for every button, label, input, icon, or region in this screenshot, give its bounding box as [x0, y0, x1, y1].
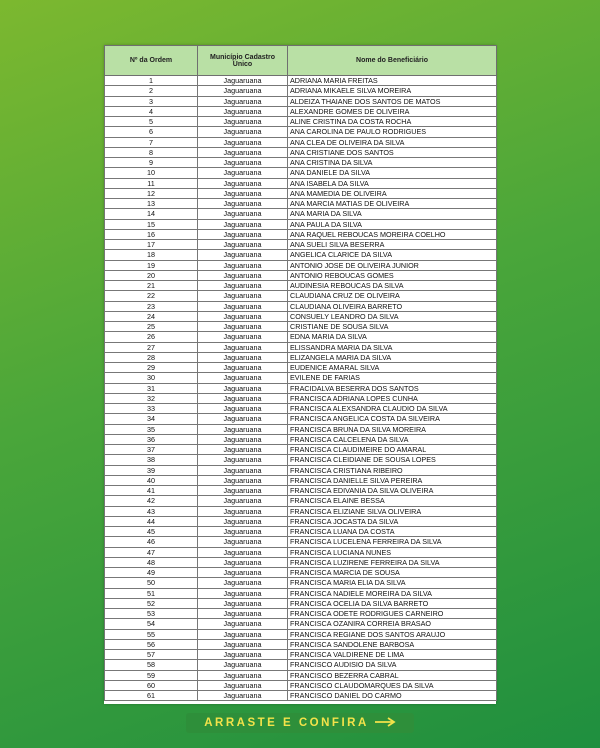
order-number-cell: 60 [105, 680, 198, 690]
order-number-cell: 49 [105, 568, 198, 578]
municipality-cell: Jaguaruana [198, 168, 288, 178]
order-number-cell: 59 [105, 670, 198, 680]
table-row [105, 188, 497, 198]
beneficiary-name-cell: FRANCISCA ELIZIANE SILVA OLIVEIRA [288, 506, 497, 516]
beneficiary-name-cell: FRANCISCA LUZIRENE FERREIRA DA SILVA [288, 557, 497, 567]
beneficiary-name-cell: FRANCISCA ELAINE BESSA [288, 496, 497, 506]
table-row [105, 342, 497, 352]
municipality-cell: Jaguaruana [198, 158, 288, 168]
table-row [105, 475, 497, 485]
municipality-cell: Jaguaruana [198, 373, 288, 383]
order-number-cell: 57 [105, 650, 198, 660]
order-number-cell: 36 [105, 434, 198, 444]
beneficiary-name-cell: FRANCISCA DANIELLE SILVA PEREIRA [288, 475, 497, 485]
beneficiary-name-cell: FRANCISCO CLAUDOMARQUES DA SILVA [288, 680, 497, 690]
header-beneficiary-name: Nome do Beneficiário [288, 46, 497, 76]
table-row [105, 76, 497, 86]
beneficiary-name-cell: ANA PAULA DA SILVA [288, 219, 497, 229]
municipality-cell: Jaguaruana [198, 670, 288, 680]
beneficiary-name-cell: FRANCISCA VALDIRENE DE LIMA [288, 650, 497, 660]
swipe-prompt-label: ARRASTE E CONFIRA [204, 717, 369, 729]
table-row [105, 168, 497, 178]
municipality-cell: Jaguaruana [198, 568, 288, 578]
municipality-cell: Jaguaruana [198, 270, 288, 280]
order-number-cell: 9 [105, 158, 198, 168]
municipality-cell: Jaguaruana [198, 537, 288, 547]
table-header-row [105, 46, 497, 76]
table-row [105, 250, 497, 260]
order-number-cell: 2 [105, 86, 198, 96]
municipality-cell: Jaguaruana [198, 383, 288, 393]
table-row [105, 352, 497, 362]
table-row [105, 311, 497, 321]
municipality-cell: Jaguaruana [198, 475, 288, 485]
beneficiary-name-cell: FRANCISCA MARCIA DE SOUSA [288, 568, 497, 578]
municipality-cell: Jaguaruana [198, 516, 288, 526]
table-row [105, 86, 497, 96]
table-row [105, 137, 497, 147]
table-row [105, 629, 497, 639]
table-row [105, 537, 497, 547]
order-number-cell: 17 [105, 240, 198, 250]
beneficiary-name-cell: FRANCISCO DANIEL DO CARMO [288, 691, 497, 701]
table-row [105, 332, 497, 342]
municipality-cell: Jaguaruana [198, 363, 288, 373]
municipality-cell: Jaguaruana [198, 281, 288, 291]
beneficiary-name-cell: FRANCISCA ODETE RODRIGUES CARNEIRO [288, 609, 497, 619]
table-row [105, 147, 497, 157]
municipality-cell: Jaguaruana [198, 250, 288, 260]
municipality-cell: Jaguaruana [198, 117, 288, 127]
municipality-cell: Jaguaruana [198, 465, 288, 475]
beneficiary-table [104, 45, 497, 701]
order-number-cell: 21 [105, 281, 198, 291]
beneficiary-name-cell: FRANCISCA ALEXSANDRA CLAUDIO DA SILVA [288, 404, 497, 414]
order-number-cell: 47 [105, 547, 198, 557]
order-number-cell: 26 [105, 332, 198, 342]
order-number-cell: 16 [105, 229, 198, 239]
beneficiary-name-cell: FRANCISCA MARIA ELIA DA SILVA [288, 578, 497, 588]
beneficiary-name-cell: FRANCISCA LUANA DA COSTA [288, 527, 497, 537]
arrow-right-icon [374, 714, 396, 732]
table-row [105, 393, 497, 403]
table-row [105, 291, 497, 301]
table-row [105, 527, 497, 537]
order-number-cell: 56 [105, 639, 198, 649]
order-number-cell: 39 [105, 465, 198, 475]
municipality-cell: Jaguaruana [198, 639, 288, 649]
beneficiary-name-cell: FRANCISCA OCELIA DA SILVA BARRETO [288, 598, 497, 608]
order-number-cell: 40 [105, 475, 198, 485]
order-number-cell: 12 [105, 188, 198, 198]
header-municipality: Município Cadastro Único [198, 46, 288, 76]
order-number-cell: 42 [105, 496, 198, 506]
beneficiary-name-cell: ANA MAMEDIA DE OLIVEIRA [288, 188, 497, 198]
beneficiary-name-cell: FRANCISCA CRISTIANA RIBEIRO [288, 465, 497, 475]
municipality-cell: Jaguaruana [198, 506, 288, 516]
order-number-cell: 19 [105, 260, 198, 270]
municipality-cell: Jaguaruana [198, 393, 288, 403]
order-number-cell: 44 [105, 516, 198, 526]
order-number-cell: 33 [105, 404, 198, 414]
beneficiary-name-cell: FRANCISCA OZANIRA CORREIA BRASAO [288, 619, 497, 629]
order-number-cell: 22 [105, 291, 198, 301]
beneficiary-name-cell: ELISSANDRA MARIA DA SILVA [288, 342, 497, 352]
swipe-prompt[interactable] [186, 713, 414, 733]
order-number-cell: 10 [105, 168, 198, 178]
municipality-cell: Jaguaruana [198, 609, 288, 619]
table-row [105, 434, 497, 444]
order-number-cell: 14 [105, 209, 198, 219]
table-row [105, 516, 497, 526]
beneficiary-name-cell: ANA ISABELA DA SILVA [288, 178, 497, 188]
table-row [105, 270, 497, 280]
table-row [105, 209, 497, 219]
beneficiary-name-cell: CONSUELY LEANDRO DA SILVA [288, 311, 497, 321]
table-row [105, 373, 497, 383]
order-number-cell: 46 [105, 537, 198, 547]
table-row [105, 414, 497, 424]
order-number-cell: 15 [105, 219, 198, 229]
order-number-cell: 20 [105, 270, 198, 280]
beneficiary-name-cell: ANA RAQUEL REBOUCAS MOREIRA COELHO [288, 229, 497, 239]
beneficiary-name-cell: ANA CLEA DE OLIVEIRA DA SILVA [288, 137, 497, 147]
table-row [105, 229, 497, 239]
beneficiary-name-cell: FRANCISCA ANGELICA COSTA DA SILVEIRA [288, 414, 497, 424]
beneficiary-name-cell: FRANCISCA CALCELENA DA SILVA [288, 434, 497, 444]
municipality-cell: Jaguaruana [198, 414, 288, 424]
municipality-cell: Jaguaruana [198, 557, 288, 567]
table-row [105, 117, 497, 127]
order-number-cell: 54 [105, 619, 198, 629]
municipality-cell: Jaguaruana [198, 291, 288, 301]
order-number-cell: 45 [105, 527, 198, 537]
table-row [105, 506, 497, 516]
order-number-cell: 43 [105, 506, 198, 516]
municipality-cell: Jaguaruana [198, 527, 288, 537]
municipality-cell: Jaguaruana [198, 106, 288, 116]
order-number-cell: 8 [105, 147, 198, 157]
order-number-cell: 55 [105, 629, 198, 639]
table-row [105, 178, 497, 188]
order-number-cell: 18 [105, 250, 198, 260]
table-row [105, 383, 497, 393]
beneficiary-name-cell: FRANCISCA EDIVANIA DA SILVA OLIVEIRA [288, 486, 497, 496]
beneficiary-name-cell: EVILENE DE FARIAS [288, 373, 497, 383]
order-number-cell: 48 [105, 557, 198, 567]
municipality-cell: Jaguaruana [198, 199, 288, 209]
beneficiary-name-cell: ANA CRISTIANE DOS SANTOS [288, 147, 497, 157]
order-number-cell: 34 [105, 414, 198, 424]
table-row [105, 219, 497, 229]
municipality-cell: Jaguaruana [198, 445, 288, 455]
beneficiary-name-cell: FRANCISCO AUDISIO DA SILVA [288, 660, 497, 670]
order-number-cell: 30 [105, 373, 198, 383]
order-number-cell: 31 [105, 383, 198, 393]
municipality-cell: Jaguaruana [198, 178, 288, 188]
beneficiary-name-cell: ANGELICA CLARICE DA SILVA [288, 250, 497, 260]
order-number-cell: 4 [105, 106, 198, 116]
order-number-cell: 38 [105, 455, 198, 465]
table-row [105, 260, 497, 270]
beneficiary-name-cell: ALDEIZA THAIANE DOS SANTOS DE MATOS [288, 96, 497, 106]
municipality-cell: Jaguaruana [198, 680, 288, 690]
table-row [105, 639, 497, 649]
beneficiary-name-cell: FRANCISCA LUCIANA NUNES [288, 547, 497, 557]
beneficiary-name-cell: FRANCISCA ADRIANA LOPES CUNHA [288, 393, 497, 403]
municipality-cell: Jaguaruana [198, 209, 288, 219]
municipality-cell: Jaguaruana [198, 301, 288, 311]
table-row [105, 455, 497, 465]
order-number-cell: 37 [105, 445, 198, 455]
municipality-cell: Jaguaruana [198, 76, 288, 86]
municipality-cell: Jaguaruana [198, 588, 288, 598]
order-number-cell: 27 [105, 342, 198, 352]
table-row [105, 568, 497, 578]
beneficiary-name-cell: EDNA MARIA DA SILVA [288, 332, 497, 342]
table-row [105, 680, 497, 690]
beneficiary-name-cell: ANA SUELI SILVA BESERRA [288, 240, 497, 250]
table-row [105, 619, 497, 629]
municipality-cell: Jaguaruana [198, 578, 288, 588]
beneficiary-name-cell: FRANCISCO BEZERRA CABRAL [288, 670, 497, 680]
table-row [105, 598, 497, 608]
municipality-cell: Jaguaruana [198, 455, 288, 465]
beneficiary-name-cell: CLAUDIANA OLIVEIRA BARRETO [288, 301, 497, 311]
beneficiary-name-cell: EUDENICE AMARAL SILVA [288, 363, 497, 373]
municipality-cell: Jaguaruana [198, 434, 288, 444]
order-number-cell: 28 [105, 352, 198, 362]
table-row [105, 557, 497, 567]
beneficiary-name-cell: ANA MARIA DA SILVA [288, 209, 497, 219]
beneficiary-name-cell: ADRIANA MARIA FREITAS [288, 76, 497, 86]
table-row [105, 486, 497, 496]
beneficiary-list-sheet [104, 45, 496, 704]
municipality-cell: Jaguaruana [198, 342, 288, 352]
table-row [105, 496, 497, 506]
municipality-cell: Jaguaruana [198, 619, 288, 629]
municipality-cell: Jaguaruana [198, 496, 288, 506]
table-body [105, 76, 497, 701]
order-number-cell: 61 [105, 691, 198, 701]
beneficiary-name-cell: ANA MARCIA MATIAS DE OLIVEIRA [288, 199, 497, 209]
beneficiary-name-cell: AUDINESIA REBOUCAS DA SILVA [288, 281, 497, 291]
order-number-cell: 1 [105, 76, 198, 86]
order-number-cell: 11 [105, 178, 198, 188]
beneficiary-name-cell: ALEXANDRE GOMES DE OLIVEIRA [288, 106, 497, 116]
order-number-cell: 7 [105, 137, 198, 147]
order-number-cell: 29 [105, 363, 198, 373]
municipality-cell: Jaguaruana [198, 332, 288, 342]
header-order-number: Nº da Ordem [105, 46, 198, 76]
table-row [105, 106, 497, 116]
municipality-cell: Jaguaruana [198, 260, 288, 270]
order-number-cell: 41 [105, 486, 198, 496]
table-row [105, 240, 497, 250]
table-row [105, 404, 497, 414]
beneficiary-name-cell: ANA DANIELE DA SILVA [288, 168, 497, 178]
beneficiary-name-cell: FRANCISCA CLAUDIMEIRE DO AMARAL [288, 445, 497, 455]
municipality-cell: Jaguaruana [198, 660, 288, 670]
municipality-cell: Jaguaruana [198, 219, 288, 229]
municipality-cell: Jaguaruana [198, 240, 288, 250]
table-row [105, 281, 497, 291]
beneficiary-name-cell: FRACIDALVA BESERRA DOS SANTOS [288, 383, 497, 393]
table-row [105, 691, 497, 701]
order-number-cell: 32 [105, 393, 198, 403]
order-number-cell: 23 [105, 301, 198, 311]
order-number-cell: 58 [105, 660, 198, 670]
beneficiary-name-cell: FRANCISCA REGIANE DOS SANTOS ARAUJO [288, 629, 497, 639]
table-row [105, 363, 497, 373]
table-row [105, 322, 497, 332]
order-number-cell: 25 [105, 322, 198, 332]
municipality-cell: Jaguaruana [198, 598, 288, 608]
municipality-cell: Jaguaruana [198, 352, 288, 362]
beneficiary-name-cell: FRANCISCA NADIELE MOREIRA DA SILVA [288, 588, 497, 598]
table-row [105, 670, 497, 680]
beneficiary-name-cell: ALINE CRISTINA DA COSTA ROCHA [288, 117, 497, 127]
beneficiary-name-cell: FRANCISCA LUCELENA FERREIRA DA SILVA [288, 537, 497, 547]
beneficiary-name-cell: ANA CAROLINA DE PAULO RODRIGUES [288, 127, 497, 137]
municipality-cell: Jaguaruana [198, 547, 288, 557]
municipality-cell: Jaguaruana [198, 650, 288, 660]
table-row [105, 588, 497, 598]
beneficiary-name-cell: CRISTIANE DE SOUSA SILVA [288, 322, 497, 332]
municipality-cell: Jaguaruana [198, 404, 288, 414]
municipality-cell: Jaguaruana [198, 691, 288, 701]
order-number-cell: 53 [105, 609, 198, 619]
table-row [105, 465, 497, 475]
beneficiary-name-cell: ANTONIO REBOUCAS GOMES [288, 270, 497, 280]
order-number-cell: 6 [105, 127, 198, 137]
beneficiary-name-cell: ANTONIO JOSE DE OLIVEIRA JUNIOR [288, 260, 497, 270]
table-row [105, 445, 497, 455]
order-number-cell: 13 [105, 199, 198, 209]
table-row [105, 660, 497, 670]
order-number-cell: 24 [105, 311, 198, 321]
beneficiary-name-cell: ELIZANGELA MARIA DA SILVA [288, 352, 497, 362]
table-row [105, 96, 497, 106]
beneficiary-name-cell: FRANCISCA BRUNA DA SILVA MOREIRA [288, 424, 497, 434]
table-row [105, 158, 497, 168]
municipality-cell: Jaguaruana [198, 86, 288, 96]
table-row [105, 547, 497, 557]
municipality-cell: Jaguaruana [198, 127, 288, 137]
beneficiary-name-cell: FRANCISCA JOCASTA DA SILVA [288, 516, 497, 526]
beneficiary-name-cell: ANA CRISTINA DA SILVA [288, 158, 497, 168]
municipality-cell: Jaguaruana [198, 137, 288, 147]
beneficiary-name-cell: FRANCISCA CLEIDIANE DE SOUSA LOPES [288, 455, 497, 465]
municipality-cell: Jaguaruana [198, 96, 288, 106]
table-row [105, 609, 497, 619]
table-row [105, 199, 497, 209]
order-number-cell: 5 [105, 117, 198, 127]
table-row [105, 301, 497, 311]
order-number-cell: 52 [105, 598, 198, 608]
beneficiary-name-cell: ADRIANA MIKAELE SILVA MOREIRA [288, 86, 497, 96]
municipality-cell: Jaguaruana [198, 147, 288, 157]
municipality-cell: Jaguaruana [198, 188, 288, 198]
table-row [105, 650, 497, 660]
municipality-cell: Jaguaruana [198, 629, 288, 639]
municipality-cell: Jaguaruana [198, 311, 288, 321]
order-number-cell: 50 [105, 578, 198, 588]
municipality-cell: Jaguaruana [198, 322, 288, 332]
municipality-cell: Jaguaruana [198, 229, 288, 239]
beneficiary-name-cell: FRANCISCA SANDOLENE BARBOSA [288, 639, 497, 649]
municipality-cell: Jaguaruana [198, 486, 288, 496]
order-number-cell: 51 [105, 588, 198, 598]
order-number-cell: 35 [105, 424, 198, 434]
municipality-cell: Jaguaruana [198, 424, 288, 434]
table-row [105, 578, 497, 588]
table-row [105, 424, 497, 434]
order-number-cell: 3 [105, 96, 198, 106]
beneficiary-name-cell: CLAUDIANA CRUZ DE OLIVEIRA [288, 291, 497, 301]
table-row [105, 127, 497, 137]
